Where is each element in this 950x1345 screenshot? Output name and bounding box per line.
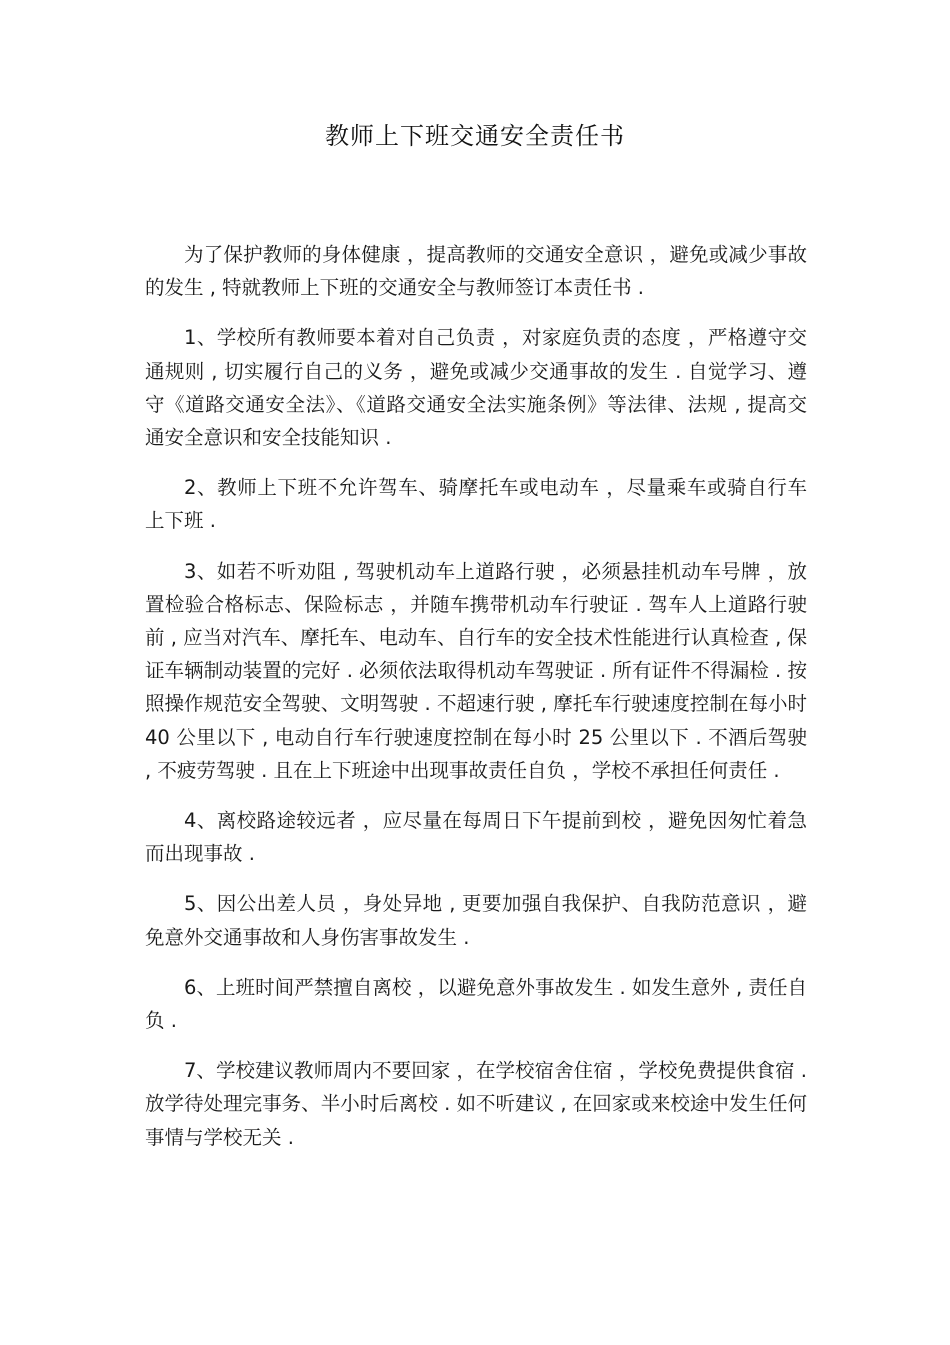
intro-paragraph: 为了保护教师的身体健康 ，提高教师的交通安全意识 ，避免或减少事故的发生 , 特就教师上下班的交通安全与教师签订本责任书 . (145, 243, 807, 300)
document-title: 教师上下班交通安全责任书 (325, 122, 625, 150)
clause-6-paragraph: 6、上班时间严禁擅自离校 ，以避免意外事故发生 . 如发生意外 , 责任自负 . (145, 975, 807, 1033)
clause-2-paragraph: 2、教师上下班不允许驾车、骑摩托车或电动车 ，尽量乘车或骑自行车上下班 . (145, 476, 807, 533)
clause-7-paragraph: 7、学校建议教师周内不要回家 ，在学校宿舍住宿 ，学校免费提供食宿 . 放学待处理完事务、半小时后离校 . 如不听建议 , 在回家或来校途中发生任何事情与学校无关 . (145, 1059, 807, 1149)
clause-4-paragraph: 4、离校路途较远者 ，应尽量在每周日下午提前到校 ，避免因匆忙着急而出现事故 . (145, 809, 807, 866)
clause-5-paragraph: 5、因公出差人员 ，身处异地 , 更要加强自我保护、自我防范意识 ，避免意外交通事故和人身伤害事故发生 . (145, 892, 807, 949)
clause-1-paragraph: 1、学校所有教师要本着对自己负责 ，对家庭负责的态度 ，严格遵守交通规则 , 切实履行自己的义务 ，避免或减少交通事故的发生 . 自觉学习、遵守《道路交通安全法》、《道路交通安全法实施条例》等法律、法规 , 提高交通安全意识和安全技能知识 . (145, 326, 807, 450)
document-body (145, 238, 807, 1171)
clause-3-paragraph: 3、如若不听劝阻 , 驾驶机动车上道路行驶 ，必须悬挂机动车号牌 ，放置检验合格标志、保险标志 ，并随车携带机动车行驶证 . 驾车人上道路行驶前 , 应当对汽车、摩托车、电动车、自行车的安全技术性能进行认真检查 , 保证车辆制动装置的完好 . 必须依法取得机动车驾驶证 . 所有证件不得漏检 . 按照操作规范安全驾驶、文明驾驶 . 不超速行驶 , 摩托车行驶速度控制在每小时 40 公里以下 , 电动自行车行驶速度控制在每小时 25 公里以下 . 不酒后驾驶 , 不疲劳驾驶 . 且在上下班途中出现事故责任自负 ，学校不承担任何责任 . (145, 559, 807, 782)
